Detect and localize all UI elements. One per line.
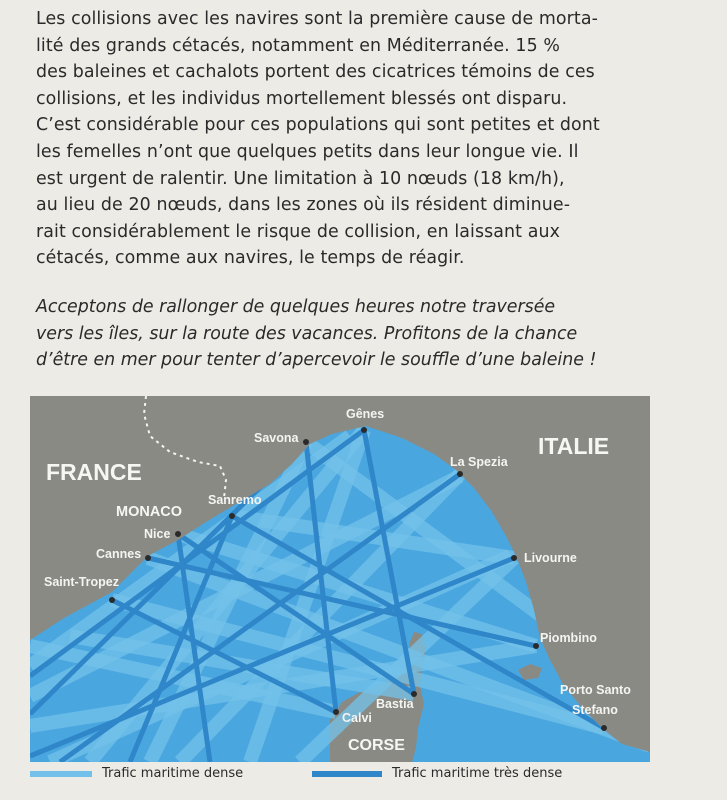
legend-swatch-dense xyxy=(30,771,92,777)
city-label: Saint-Tropez xyxy=(44,575,120,589)
text-line: Acceptons de rallonger de quelques heures notre traversée xyxy=(36,297,556,317)
legend-item-dense xyxy=(30,766,243,781)
label-france: FRANCE xyxy=(46,459,142,485)
legend-swatch-very-dense xyxy=(312,771,382,777)
text-line: cétacés, comme aux navires, le temps de réagir. xyxy=(36,248,465,269)
legend-item-very-dense xyxy=(312,766,562,781)
city-label: Calvi xyxy=(342,711,372,725)
city-dot-porto-santo-stefano xyxy=(601,725,607,731)
city-dot-genes xyxy=(361,427,367,433)
paragraph-vacances xyxy=(36,294,648,374)
city-dot-cannes xyxy=(145,555,151,561)
legend-label-dense: Trafic maritime dense xyxy=(102,766,244,781)
city-label: Livourne xyxy=(524,551,577,565)
city-label: Cannes xyxy=(96,547,142,561)
text-line: des baleines et cachalots portent des cicatrices témoins de ces xyxy=(36,62,595,83)
city-label: Nice xyxy=(144,527,171,541)
map-legend xyxy=(30,766,650,794)
text-line: au lieu de 20 nœuds, dans les zones où ils résident diminue- xyxy=(36,195,571,216)
city-label: La Spezia xyxy=(450,455,508,469)
city-label: Porto Santo xyxy=(560,683,631,697)
text-line: vers les îles, sur la route des vacances. Profitons de la chance xyxy=(36,323,578,344)
map-canvas xyxy=(30,396,650,762)
label-monaco: MONACO xyxy=(116,504,183,520)
city-label: Bastia xyxy=(376,697,414,711)
city-label: Gênes xyxy=(346,407,385,421)
label-corse: CORSE xyxy=(348,737,405,754)
traffic-map xyxy=(30,396,650,762)
text-line: C’est considérable pour ces populations qui sont petites et dont xyxy=(36,115,600,136)
city-dot-savona xyxy=(303,439,309,445)
city-dot-saint-tropez xyxy=(109,597,115,603)
text-line: lité des grands cétacés, notamment en Méditerranée. 15 % xyxy=(36,35,560,56)
text-line: d’être en mer pour tenter d’apercevoir le souffle d’une baleine ! xyxy=(36,350,597,371)
city-dot-livourne xyxy=(511,555,517,561)
text-line: est urgent de ralentir. Une limitation à 10 nœuds (18 km/h), xyxy=(36,168,565,189)
text-line: les femelles n’ont que quelques petits dans leur longue vie. Il xyxy=(36,141,579,162)
text-line: Les collisions avec les navires sont la première cause de morta- xyxy=(36,9,598,29)
city-dot-calvi xyxy=(333,709,339,715)
text-line: rait considérablement le risque de collision, en laissant aux xyxy=(36,221,560,242)
city-dot-sanremo xyxy=(229,513,235,519)
city-label: Savona xyxy=(254,431,299,445)
city-label: Piombino xyxy=(540,631,597,645)
text-line: collisions, et les individus mortellement blessés ont disparu. xyxy=(36,88,568,109)
city-label: Sanremo xyxy=(208,493,262,507)
legend-label-very-dense: Trafic maritime très dense xyxy=(392,766,563,781)
city-dot-la-spezia xyxy=(457,471,463,477)
city-dot-piombino xyxy=(533,643,539,649)
city-label: Stefano xyxy=(572,703,618,717)
label-italie: ITALIE xyxy=(538,433,610,459)
city-dot-nice xyxy=(175,531,181,537)
paragraph-collisions xyxy=(36,6,648,272)
